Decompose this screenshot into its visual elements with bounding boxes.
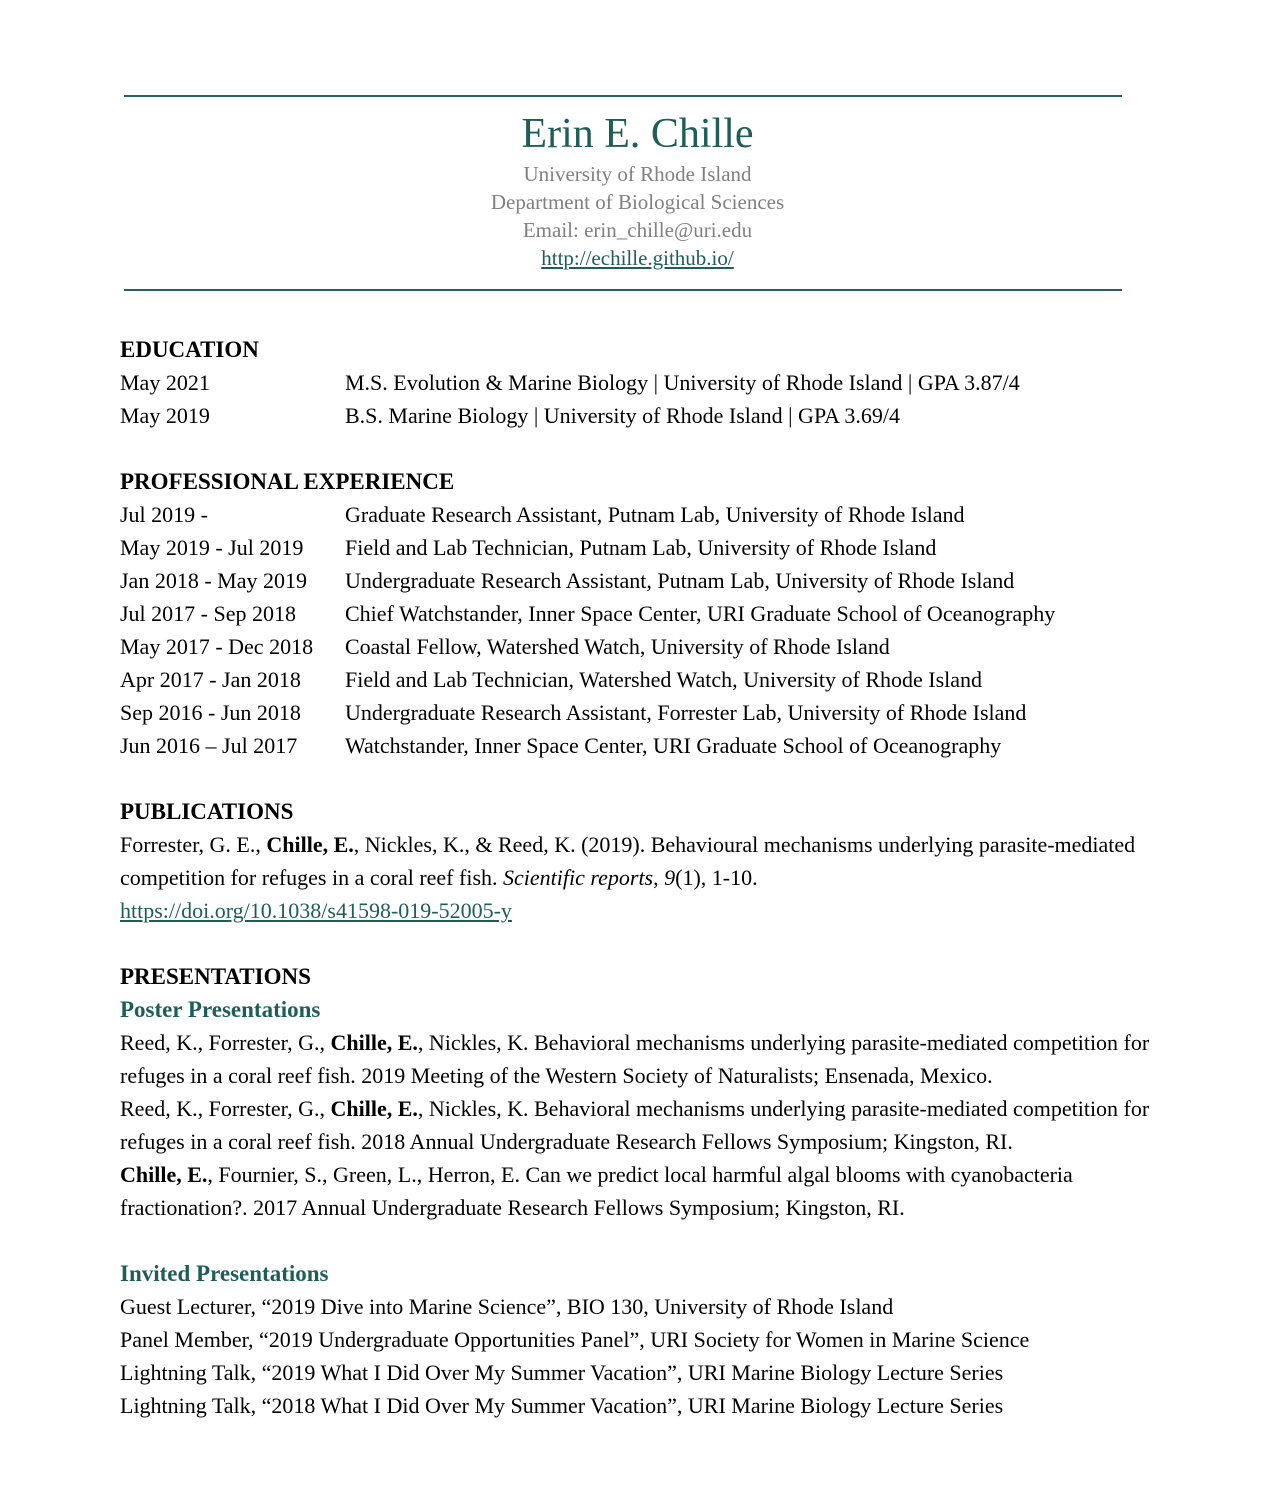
institution: University of Rhode Island — [523, 162, 752, 186]
experience-item — [120, 696, 1160, 729]
education-date: May 2021 — [120, 370, 210, 395]
publication-volume: 9 — [664, 865, 676, 890]
poster-entry — [120, 1158, 1160, 1224]
cv-header — [0, 108, 1275, 272]
publication-authors-pre: Forrester, G. E., — [120, 832, 267, 857]
experience-heading: PROFESSIONAL EXPERIENCE — [120, 469, 455, 494]
experience-item — [120, 630, 1160, 663]
experience-item — [120, 498, 1160, 531]
poster-author-highlight: Chille, E. — [330, 1096, 418, 1121]
experience-desc: Graduate Research Assistant, Putnam Lab, University of Rhode Island — [345, 502, 965, 527]
experience-desc: Field and Lab Technician, Putnam Lab, University of Rhode Island — [345, 535, 937, 560]
header-top-rule — [124, 95, 1122, 97]
invited-entry: Lightning Talk, “2019 What I Did Over My Summer Vacation”, URI Marine Biology Lecture Series — [120, 1360, 1004, 1385]
publication-title: , Nickles, K., & Reed, K. (2019). Behavioural mechanisms underlying parasite-mediated competition for refuges in a coral reef fish. — [120, 832, 1136, 890]
invited-presentations-heading: Invited Presentations — [120, 1261, 329, 1286]
education-item — [120, 366, 1160, 399]
experience-date: May 2019 - Jul 2019 — [120, 535, 304, 560]
experience-date: Jul 2019 - — [120, 502, 208, 527]
education-heading: EDUCATION — [120, 337, 259, 362]
cv-body — [120, 333, 1160, 1422]
publications-heading: PUBLICATIONS — [120, 799, 294, 824]
publication-author-highlight: Chille, E. — [266, 832, 354, 857]
email: Email: erin_chille@uri.edu — [522, 218, 753, 242]
education-date: May 2019 — [120, 403, 210, 428]
experience-item — [120, 597, 1160, 630]
education-item — [120, 399, 1160, 432]
experience-date: Jan 2018 - May 2019 — [120, 568, 307, 593]
website-link[interactable]: http://echille.github.io/ — [541, 246, 734, 270]
poster-author-highlight: Chille, E. — [120, 1162, 208, 1187]
department: Department of Biological Sciences — [490, 190, 785, 214]
experience-desc: Chief Watchstander, Inner Space Center, URI Graduate School of Oceanography — [345, 601, 1056, 626]
experience-date: Jun 2016 – Jul 2017 — [120, 733, 298, 758]
poster-details: , Nickles, K. Behavioral mechanisms underlying parasite-mediated competition for refuges in a coral reef fish. 2018 Annual Undergraduate Research Fellows Symposium; Kingston, RI. — [120, 1096, 1150, 1154]
experience-desc: Undergraduate Research Assistant, Forrester Lab, University of Rhode Island — [345, 700, 1027, 725]
publication-entry — [120, 828, 1160, 894]
experience-item — [120, 564, 1160, 597]
experience-desc: Field and Lab Technician, Watershed Watch, University of Rhode Island — [345, 667, 983, 692]
experience-desc: Watchstander, Inner Space Center, URI Graduate School of Oceanography — [345, 733, 1002, 758]
poster-entry — [120, 1026, 1160, 1092]
experience-item — [120, 663, 1160, 696]
experience-item — [120, 729, 1160, 762]
publication-doi-link[interactable]: https://doi.org/10.1038/s41598-019-52005-y — [120, 898, 512, 923]
experience-date: Sep 2016 - Jun 2018 — [120, 700, 301, 725]
poster-author-highlight: Chille, E. — [330, 1030, 418, 1055]
poster-presentations-heading: Poster Presentations — [120, 997, 321, 1022]
experience-desc: Coastal Fellow, Watershed Watch, University of Rhode Island — [345, 634, 890, 659]
poster-authors-pre: Reed, K., Forrester, G., — [120, 1030, 331, 1055]
experience-date: Apr 2017 - Jan 2018 — [120, 667, 301, 692]
header-bottom-rule — [124, 289, 1122, 291]
invited-entry: Panel Member, “2019 Undergraduate Opportunities Panel”, URI Society for Women in Marine Science — [120, 1327, 1030, 1352]
publication-separator: , — [653, 865, 665, 890]
publication-pages: (1), 1-10. — [675, 865, 758, 890]
poster-details: , Nickles, K. Behavioral mechanisms underlying parasite-mediated competition for refuges in a coral reef fish. 2019 Meeting of the Western Society of Naturalists; Ensenada, Mexico. — [120, 1030, 1150, 1088]
invited-entry: Guest Lecturer, “2019 Dive into Marine Science”, BIO 130, University of Rhode Island — [120, 1294, 894, 1319]
experience-date: Jul 2017 - Sep 2018 — [120, 601, 296, 626]
poster-entry — [120, 1092, 1160, 1158]
person-name: Erin E. Chille — [521, 111, 754, 157]
poster-authors-pre: Reed, K., Forrester, G., — [120, 1096, 331, 1121]
education-desc: M.S. Evolution & Marine Biology | University of Rhode Island | GPA 3.87/4 — [345, 370, 1020, 395]
poster-details: , Fournier, S., Green, L., Herron, E. Can we predict local harmful algal blooms with cyanobacteria fractionation?. 2017 Annual Undergraduate Research Fellows Symposium; Kingston, RI. — [120, 1162, 1073, 1220]
education-desc: B.S. Marine Biology | University of Rhode Island | GPA 3.69/4 — [345, 403, 900, 428]
experience-desc: Undergraduate Research Assistant, Putnam Lab, University of Rhode Island — [345, 568, 1015, 593]
publication-journal: Scientific reports — [503, 865, 654, 890]
invited-entry: Lightning Talk, “2018 What I Did Over My Summer Vacation”, URI Marine Biology Lecture Series — [120, 1393, 1004, 1418]
experience-date: May 2017 - Dec 2018 — [120, 634, 314, 659]
experience-item — [120, 531, 1160, 564]
presentations-heading: PRESENTATIONS — [120, 964, 311, 989]
